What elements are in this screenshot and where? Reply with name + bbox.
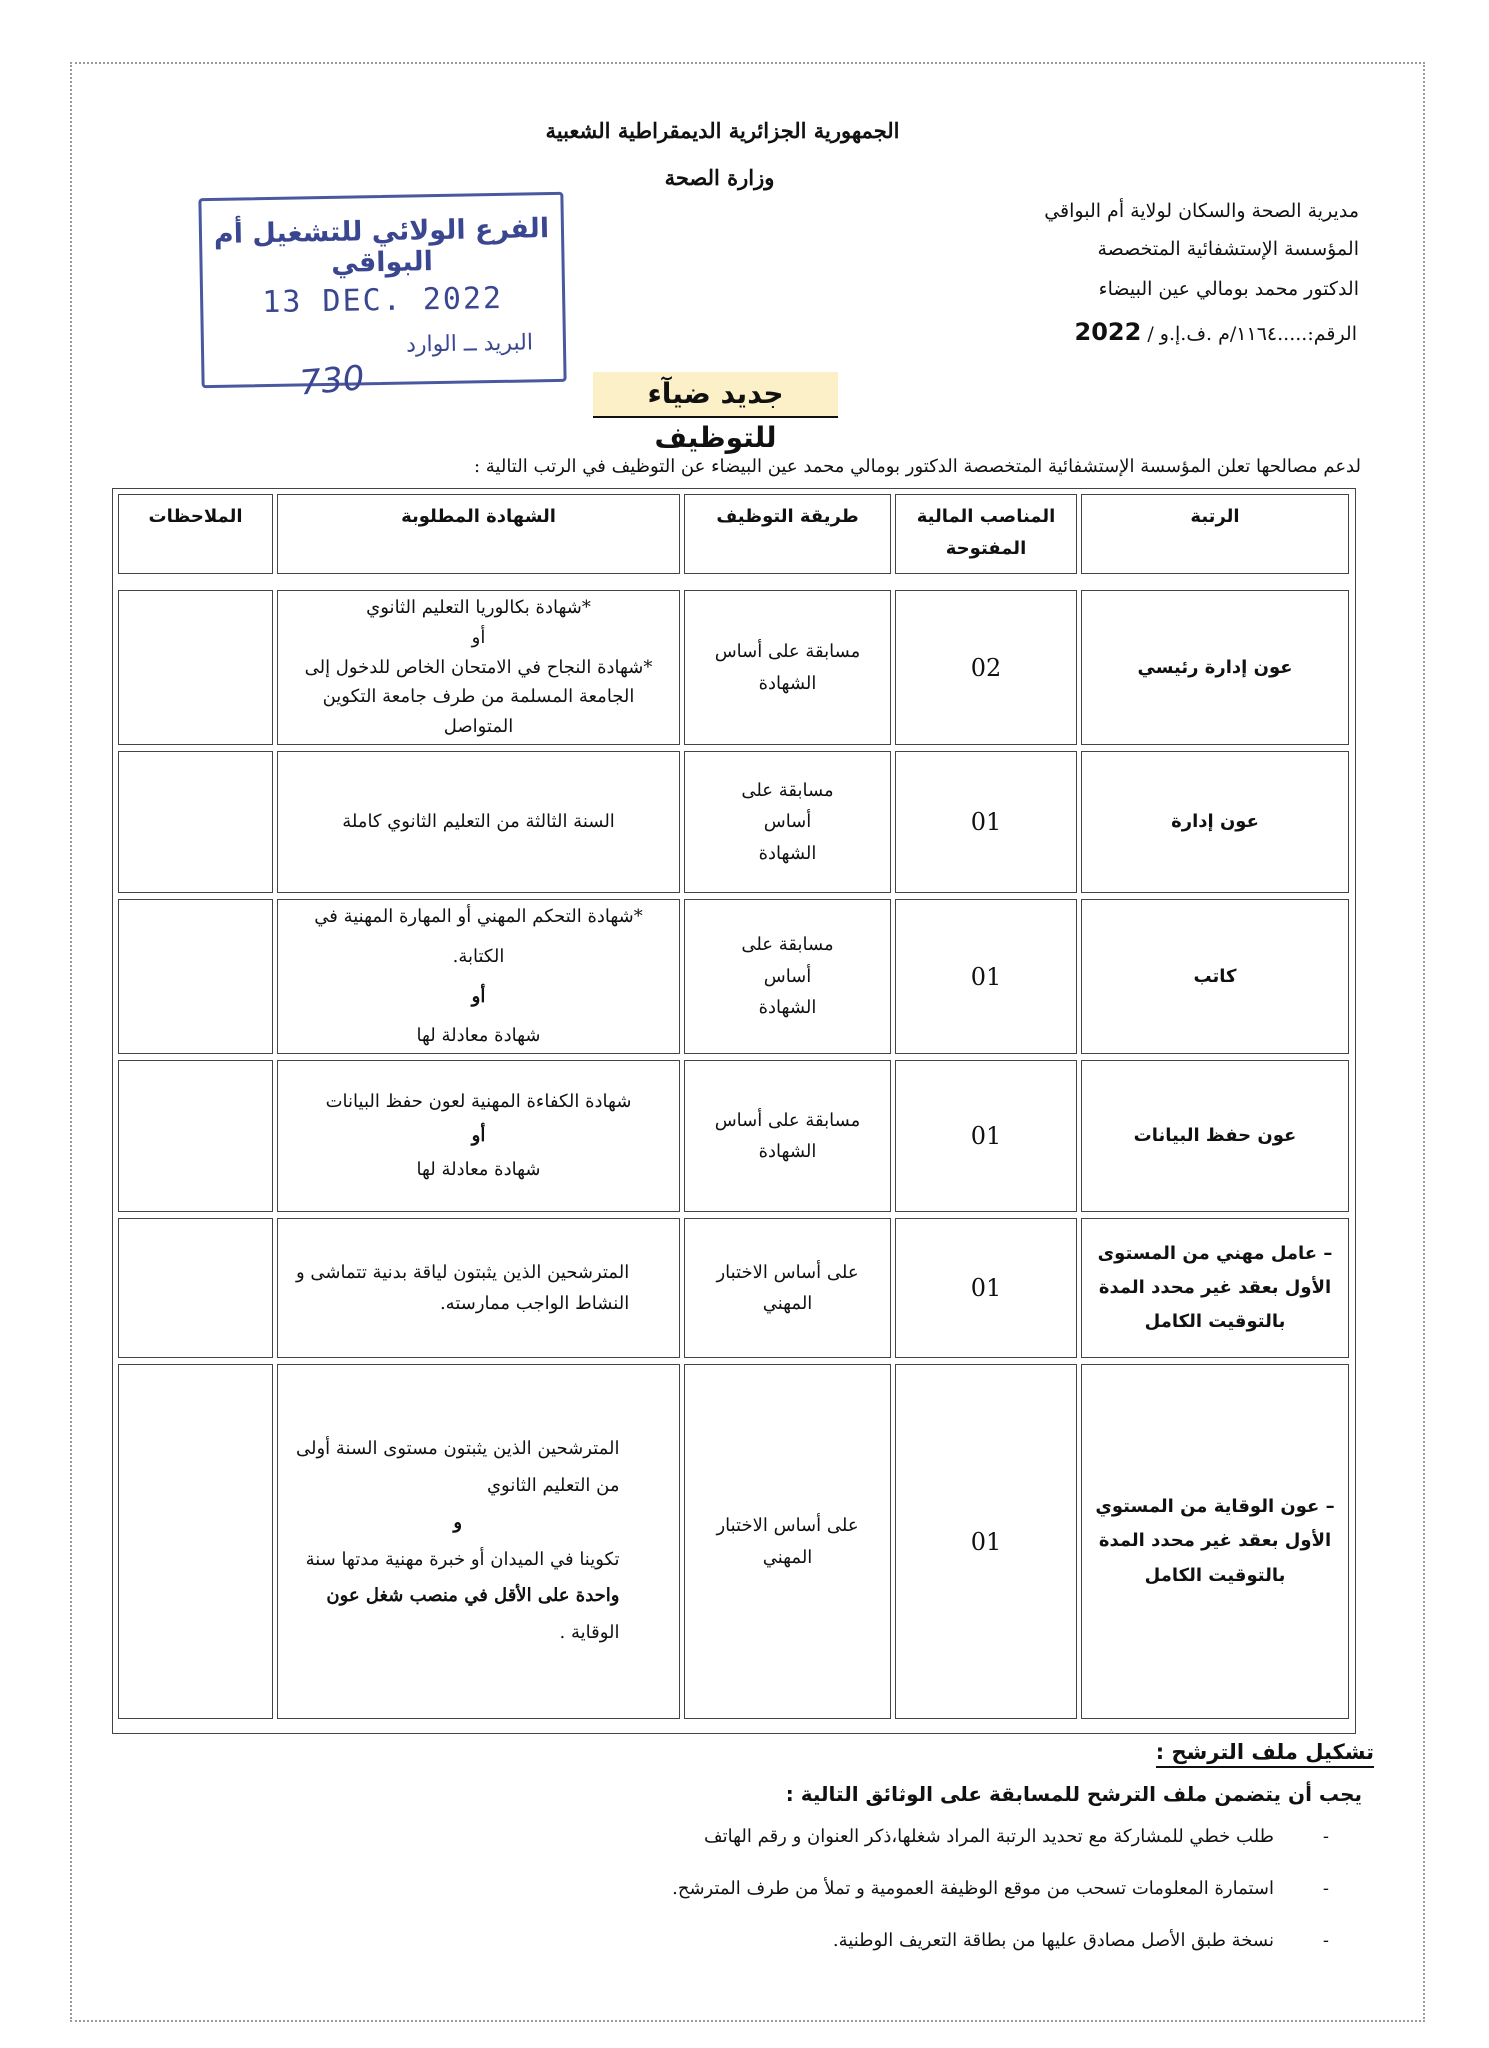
row2-positions: 01 (895, 751, 1077, 893)
row5-positions: 01 (895, 1218, 1077, 1358)
row5-rank: – عامل مهني من المستوى الأول بعقد غير محدد المدة بالتوقيت الكامل (1081, 1218, 1349, 1358)
row2-rank: عون إدارة (1081, 751, 1349, 893)
row6-positions: 01 (895, 1364, 1077, 1719)
reference-suffix: /م .ف.إ.و / (1147, 323, 1237, 345)
announcement-title: جديد ضيآء للتوظيف (593, 372, 838, 418)
row4-certificate: شهادة الكفاءة المهنية لعون حفظ البيانات أو شهادة معادلة لها (277, 1060, 680, 1212)
row1-notes (118, 590, 273, 745)
row4-rank: عون حفظ البيانات (1081, 1060, 1349, 1212)
row3-method: مسابقة على أساس الشهادة (684, 899, 891, 1054)
row5-method: على أساس الاختبار المهني (684, 1218, 891, 1358)
row1-positions: 02 (895, 590, 1077, 745)
row1-certificate: *شهادة بكالوريا التعليم الثانوي أو *شهادة النجاح في الامتحان الخاص للدخول إلى الجامعة المسلمة من طرف جامعة التكوين المتواصل (277, 590, 680, 745)
stamp-office: الفرع الولائي للتشغيل أم البواقي (213, 213, 550, 279)
hospital-line: الدكتور محمد بومالي عين البيضاء (1098, 278, 1359, 300)
header-positions: المناصب المالية المفتوحة (895, 494, 1077, 574)
application-title: تشكيل ملف الترشح : (1156, 1740, 1374, 1768)
row3-notes (118, 899, 273, 1054)
row2-certificate: السنة الثالثة من التعليم الثانوي كاملة (277, 751, 680, 893)
reference-year: 2022 (1074, 318, 1142, 346)
document-item-2: استمارة المعلومات تسحب من موقع الوظيفة العمومية و تملأ من طرف المترشح. (672, 1878, 1274, 1899)
row4-method: مسابقة على أساس الشهادة (684, 1060, 891, 1212)
row4-notes (118, 1060, 273, 1212)
row3-rank: كاتب (1081, 899, 1349, 1054)
row2-method: مسابقة على أساس الشهادة (684, 751, 891, 893)
header-notes: الملاحظات (118, 494, 273, 574)
row6-method: على أساس الاختبار المهني (684, 1364, 891, 1719)
institution-line: المؤسسة الإستشفائية المتخصصة (1097, 238, 1359, 260)
row1-method: مسابقة على أساس الشهادة (684, 590, 891, 745)
republic-heading: الجمهورية الجزائرية الديمقراطية الشعبية (545, 118, 900, 143)
recruitment-table (112, 488, 1356, 1734)
bullet-3: - (1322, 1930, 1329, 1951)
row5-notes (118, 1218, 273, 1358)
reference-number: .....١١٦٤ (1236, 323, 1308, 345)
reception-stamp (198, 192, 566, 404)
row5-certificate: المترشحين الذين يثبتون لياقة بدنية تتماشى و النشاط الواجب ممارسته. (277, 1218, 680, 1358)
row3-certificate: *شهادة التحكم المهني أو المهارة المهنية في الكتابة. أو شهادة معادلة لها (277, 899, 680, 1054)
row6-certificate: المترشحين الذين يثبتون مستوى السنة أولى من التعليم الثانوي و تكوينا في الميدان أو خبرة مهنية مدتها سنة واحدة على الأقل في منصب شغل عون الوقاية . (277, 1364, 680, 1719)
row6-rank: – عون الوقاية من المستوي الأول بعقد غير محدد المدة بالتوقيت الكامل (1081, 1364, 1349, 1719)
header-rank: الرتبة (1081, 494, 1349, 574)
stamp-date: 13 DEC. 2022 (262, 280, 504, 321)
directorate-line: مديرية الصحة والسكان لولاية أم البواقي (1044, 200, 1359, 222)
document-item-1: طلب خطي للمشاركة مع تحديد الرتبة المراد شغلها،ذكر العنوان و رقم الهاتف (703, 1826, 1274, 1847)
row6-notes (118, 1364, 273, 1719)
bullet-1: - (1322, 1826, 1329, 1847)
row4-positions: 01 (895, 1060, 1077, 1212)
bullet-2: - (1322, 1878, 1329, 1899)
application-subtitle: يجب أن يتضمن ملف الترشح للمسابقة على الوثائق التالية : (785, 1782, 1362, 1806)
reference-line (797, 318, 1357, 346)
stamp-number: 730 (297, 358, 367, 404)
row3-positions: 01 (895, 899, 1077, 1054)
document-item-3: نسخة طبق الأصل مصادق عليها من بطاقة التعريف الوطنية. (832, 1930, 1274, 1951)
reference-label: الرقم: (1307, 323, 1357, 345)
ministry-heading: وزارة الصحة (664, 165, 775, 190)
stamp-mail: البريد ــ الوارد (405, 330, 534, 358)
intro-text: لدعم مصالحها تعلن المؤسسة الإستشفائية المتخصصة الدكتور بومالي محمد عين البيضاء عن التوظيف في الرتب التالية : (473, 456, 1361, 477)
row1-rank: عون إدارة رئيسي (1081, 590, 1349, 745)
header-method: طريقة التوظيف (684, 494, 891, 574)
header-certificate: الشهادة المطلوبة (277, 494, 680, 574)
row2-notes (118, 751, 273, 893)
